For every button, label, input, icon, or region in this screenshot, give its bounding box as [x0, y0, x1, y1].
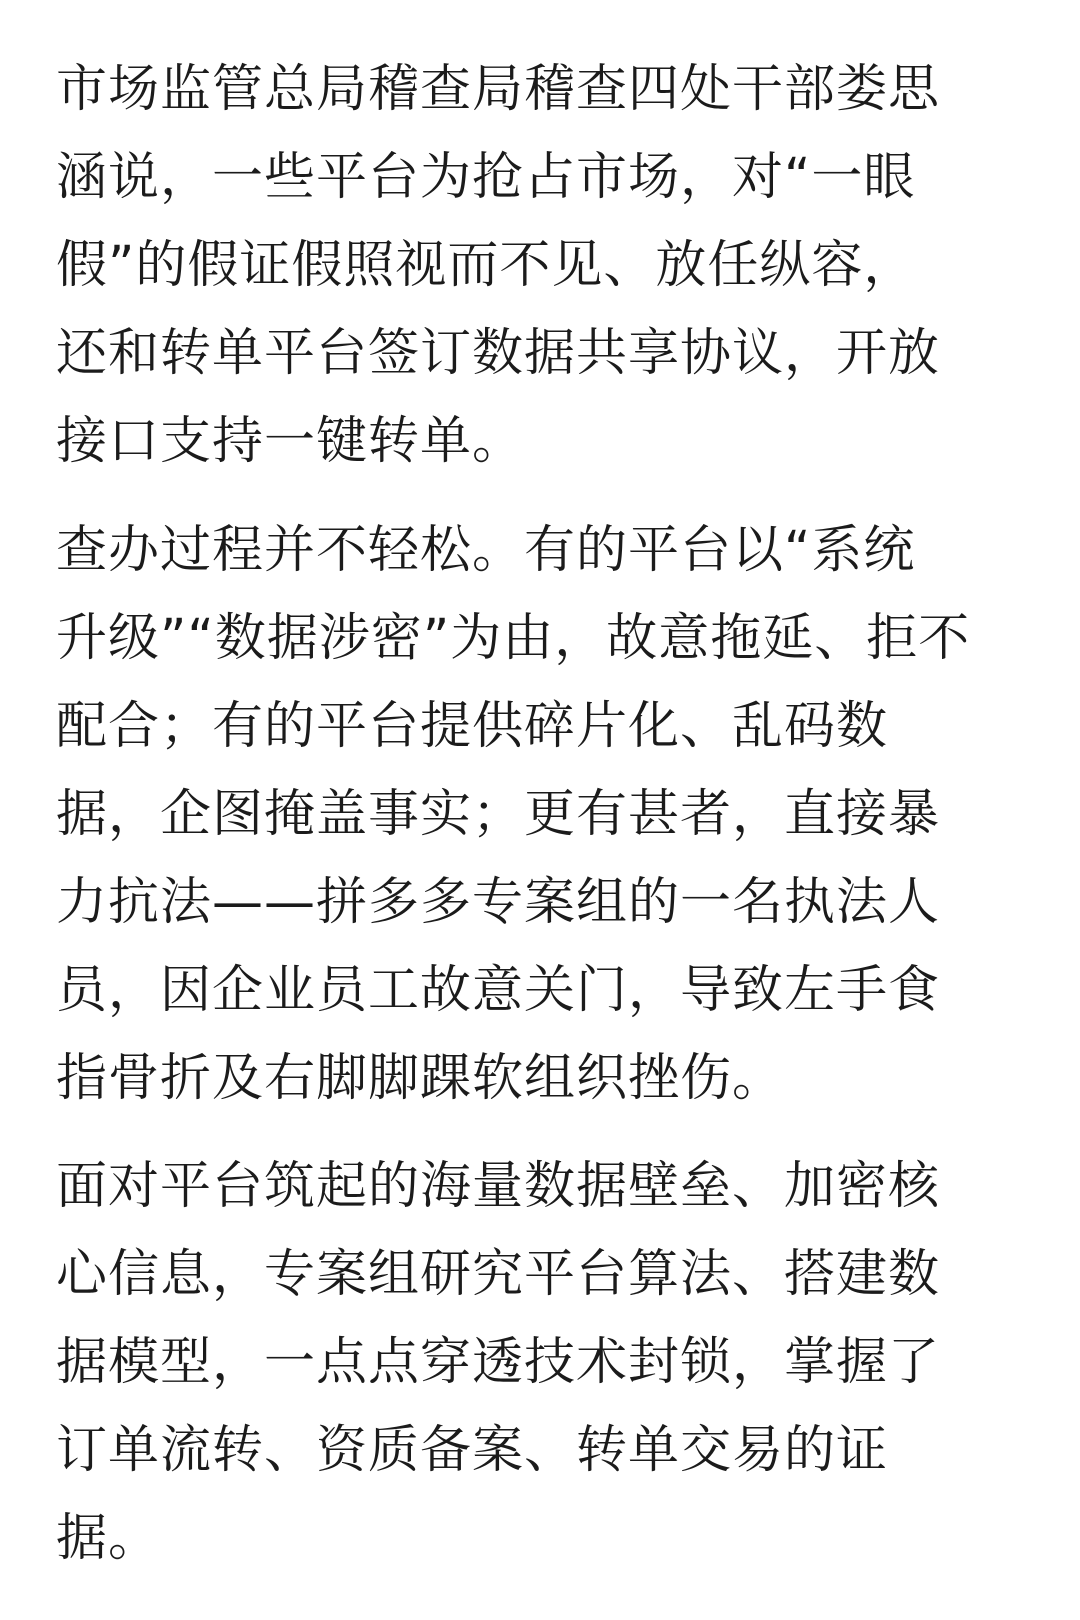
paragraph-line: 据。 — [56, 1509, 161, 1568]
paragraph-line: 心信息，专案组研究平台算法、搭建数 — [56, 1245, 941, 1304]
paragraph-1 — [56, 46, 940, 486]
paragraph-line: 面对平台筑起的海量数据壁垒、加密核 — [56, 1157, 941, 1216]
paragraph-line: 力抗法——拼多多专案组的一名执法人 — [56, 873, 941, 932]
paragraph-line: 员，因企业员工故意关门，导致左手食 — [56, 961, 941, 1020]
paragraph-line: 配合；有的平台提供碎片化、乱码数 — [56, 697, 889, 756]
paragraph-line: 假”的假证假照视而不见、放任纵容， — [56, 236, 916, 295]
paragraph-line: 查办过程并不轻松。有的平台以“系统 — [56, 521, 916, 580]
paragraph-line: 指骨折及右脚脚踝软组织挫伤。 — [56, 1049, 785, 1108]
paragraph-line: 订单流转、资质备案、转单交易的证 — [56, 1421, 889, 1480]
paragraph-line: 据，企图掩盖事实；更有甚者，直接暴 — [56, 785, 941, 844]
paragraph-line: 还和转单平台签订数据共享协议，开放 — [56, 324, 941, 383]
paragraph-line: 升级”“数据涉密”为由，故意拖延、拒不 — [56, 609, 971, 668]
paragraph-line: 据模型，一点点穿透技术封锁，掌握了 — [56, 1333, 941, 1392]
paragraph-line: 接口支持一键转单。 — [56, 412, 525, 471]
paragraph-3 — [56, 1143, 940, 1583]
paragraph-line: 涵说，一些平台为抢占市场，对“一眼 — [56, 148, 916, 207]
paragraph-line: 市场监管总局稽查局稽查四处干部娄思 — [56, 60, 941, 119]
paragraph-2 — [56, 507, 970, 1123]
